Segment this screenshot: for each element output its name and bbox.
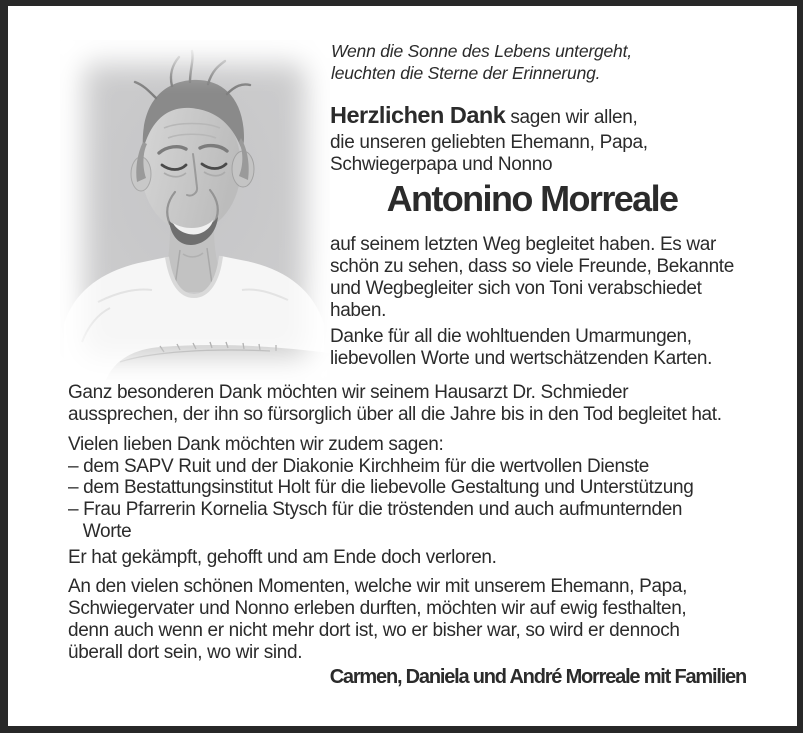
portrait-illustration — [60, 40, 330, 380]
family-signature: Carmen, Daniela und André Morreale mit Familien — [329, 666, 746, 688]
paragraph-funeral: auf seinem letzten Weg begleitet haben. Es war schön zu sehen, dass so viele Freunde, Bekannte und Wegbegleiter sich von Toni verabschiedet haben. — [330, 234, 734, 321]
paragraph-thanks: Danke für all die wohltuenden Umarmungen, liebevollen Worte und wertschätzenden Karten. — [330, 326, 713, 369]
acknowledgements-items: – dem SAPV Ruit und der Diakonie Kirchheim für die wertvollen Dienste – dem Bestattungsinstitut Holt für die liebevolle Gestaltung und Unterstützung – Frau Pfarrerin Kornelia Stysch für die tröstenden und auch aufmunternden Worte — [68, 455, 694, 542]
acknowledgements-intro: Vielen lieben Dank möchten wir zudem sagen: — [68, 434, 444, 455]
deceased-photo — [60, 40, 330, 380]
intro-lines: die unseren geliebten Ehemann, Papa, Schwiegerpapa und Nonno — [330, 132, 648, 175]
intro-paragraph — [330, 101, 648, 176]
intro-rest: sagen wir allen, — [505, 107, 638, 128]
paragraph-fight: Er hat gekämpft, gehofft und am Ende doch verloren. — [68, 547, 497, 568]
intro-first-line — [330, 101, 648, 132]
memorial-quote: Wenn die Sonne des Lebens untergeht, leuchten die Sterne der Erinnerung. — [331, 41, 632, 83]
paragraph-moments: An den vielen schönen Momenten, welche wir mit unserem Ehemann, Papa, Schwiegervater und Nonno erleben durften, möchten wir auf ewig festhalten, denn auch wenn er nicht mehr dort ist, wo er bisher war, so wird er dennoch überall dort sein, wo wir sind. — [68, 576, 688, 663]
acknowledgements-list — [68, 434, 693, 543]
deceased-name: Antonino Morreale — [386, 178, 678, 219]
paragraph-doctor: Ganz besonderen Dank möchten wir seinem Hausarzt Dr. Schmieder aussprechen, der ihn so fürsorglich über all die Jahre bis in den Tod begleitet hat. — [68, 382, 722, 425]
intro-bold-lead: Herzlichen Dank — [330, 102, 506, 128]
